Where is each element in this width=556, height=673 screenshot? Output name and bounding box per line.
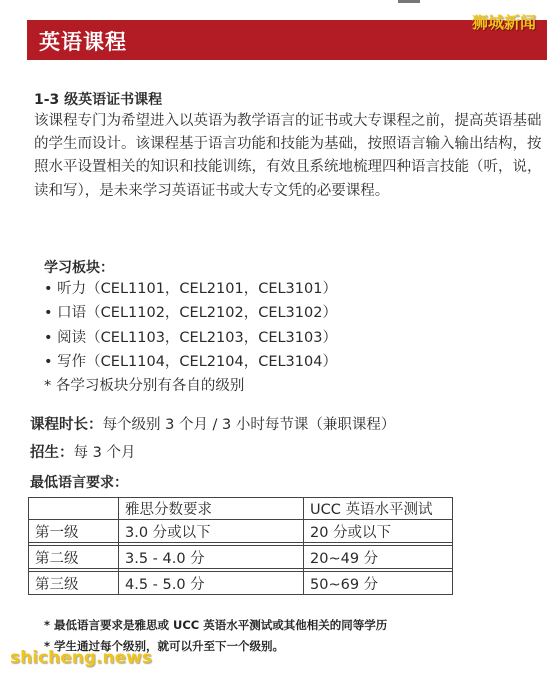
- duration-label: 课程时长：: [30, 417, 103, 433]
- course-heading: 1-3 级英语证书课程: [34, 92, 163, 108]
- table-row: [29, 572, 453, 595]
- table-header-row: [29, 498, 453, 520]
- requirements-heading: 最低语言要求：: [30, 475, 128, 491]
- table-cell-ucc: 50~69 分: [304, 572, 453, 595]
- module-item-reading: • 阅读（CEL1103，CEL2103，CEL3103）: [44, 329, 337, 346]
- watermark-logo-bottom: shicheng.news: [10, 648, 152, 668]
- table-row: [29, 546, 453, 569]
- module-item-speaking: • 口语（CEL1102，CEL2102，CEL3102）: [44, 305, 337, 322]
- requirements-table: [28, 497, 453, 595]
- table-cell-level: 第三级: [29, 572, 119, 595]
- modules-heading: 学习板块：: [44, 260, 114, 276]
- module-item-writing: • 写作（CEL1104，CEL2104，CEL3104）: [44, 354, 337, 371]
- duration-value: 每个级别 3 个月 / 3 小时每节课（兼职课程）: [102, 417, 396, 433]
- duration-row: [30, 413, 395, 434]
- table-cell-ielts: 3.0 分或以下: [119, 520, 304, 543]
- course-intro: 该课程专门为希望进入以英语为教学语言的证书或大专课程之前，提高英语基础的学生而设计。该课程基于语言功能和技能为基础，按照语言输入输出结构，按照水平设置相关的知识和技能训练，有效且系统地梳理四种语言技能（听，说，读和写），是未来学习英语证书或大专文凭的必要课程。: [34, 113, 542, 199]
- table-cell-level: 第二级: [29, 546, 119, 569]
- watermark-logo-top: 狮城新闻: [472, 13, 537, 32]
- table-header-cell: UCC 英语水平测试: [304, 498, 453, 520]
- table-row: [29, 520, 453, 543]
- table-cell-ucc: 20~49 分: [304, 546, 453, 569]
- footnote-min-requirement: * 最低语言要求是雅思或 UCC 英语水平测试或其他相关的同等学历: [44, 618, 388, 632]
- section-title: 英语课程: [39, 30, 127, 54]
- table-cell-ielts: 3.5 - 4.0 分: [119, 546, 304, 569]
- intake-value: 每 3 个月: [73, 445, 136, 461]
- table-header-cell: [29, 498, 119, 520]
- table-cell-ucc: 20 分或以下: [304, 520, 453, 543]
- modules-note: * 各学习板块分别有各自的级别: [44, 378, 245, 394]
- module-item-listening: • 听力（CEL1101，CEL2101，CEL3101）: [44, 281, 337, 297]
- intake-row: [30, 441, 135, 462]
- table-header-cell: 雅思分数要求: [119, 498, 304, 520]
- table-cell-ielts: 4.5 - 5.0 分: [119, 572, 304, 595]
- top-edge-mark: [398, 0, 420, 3]
- modules-list: [44, 277, 337, 375]
- intake-label: 招生：: [30, 445, 74, 461]
- table-cell-level: 第一级: [29, 520, 119, 543]
- section-header-bar: [27, 20, 547, 60]
- footnote-progression: * 学生通过每个级别，就可以升至下一个级别。: [44, 639, 285, 653]
